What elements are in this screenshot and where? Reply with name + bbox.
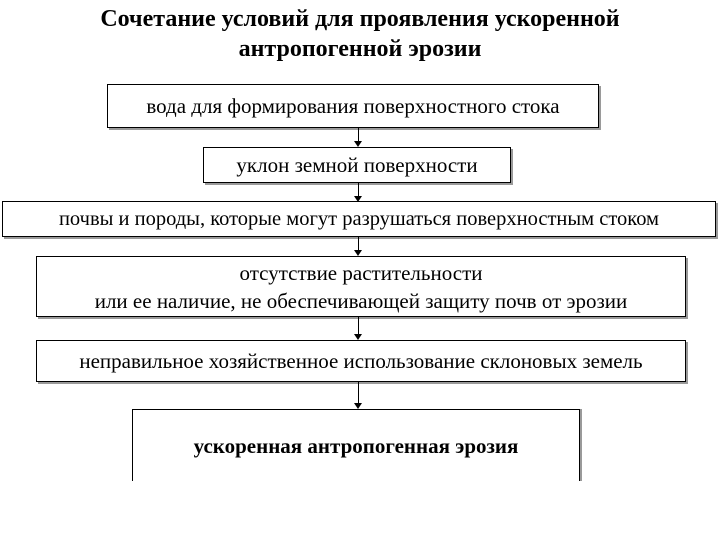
step-label: уклон земной поверхности	[236, 153, 478, 177]
step-label: вода для формирования поверхностного стока	[146, 94, 560, 118]
diagram-title	[0, 4, 720, 64]
result-box-accelerated-erosion	[132, 409, 580, 481]
connector-arrow	[358, 183, 359, 197]
step-label-line-2: или ее наличие, не обеспечивающей защиту почв от эрозии	[94, 288, 628, 313]
step-box-land-use	[36, 340, 686, 382]
connector-arrow	[358, 382, 359, 404]
connector-arrow	[358, 128, 359, 142]
step-label: неправильное хозяйственное использование склоновых земель	[79, 349, 643, 373]
step-box-vegetation	[36, 256, 686, 317]
connector-arrow	[358, 237, 359, 251]
title-line-1: Сочетание условий для проявления ускоренной	[100, 6, 620, 32]
step-label: почвы и породы, которые могут разрушаться поверхностным стоком	[58, 208, 660, 230]
step-box-surface-water	[107, 84, 599, 128]
connector-arrow	[358, 317, 359, 335]
step-label-line-1: отсутствие растительности	[239, 260, 483, 285]
step-box-soils-rocks	[2, 201, 716, 237]
title-line-2: антропогенной эрозии	[238, 36, 482, 62]
step-box-slope	[203, 147, 511, 183]
result-label: ускоренная антропогенная эрозия	[193, 433, 519, 458]
